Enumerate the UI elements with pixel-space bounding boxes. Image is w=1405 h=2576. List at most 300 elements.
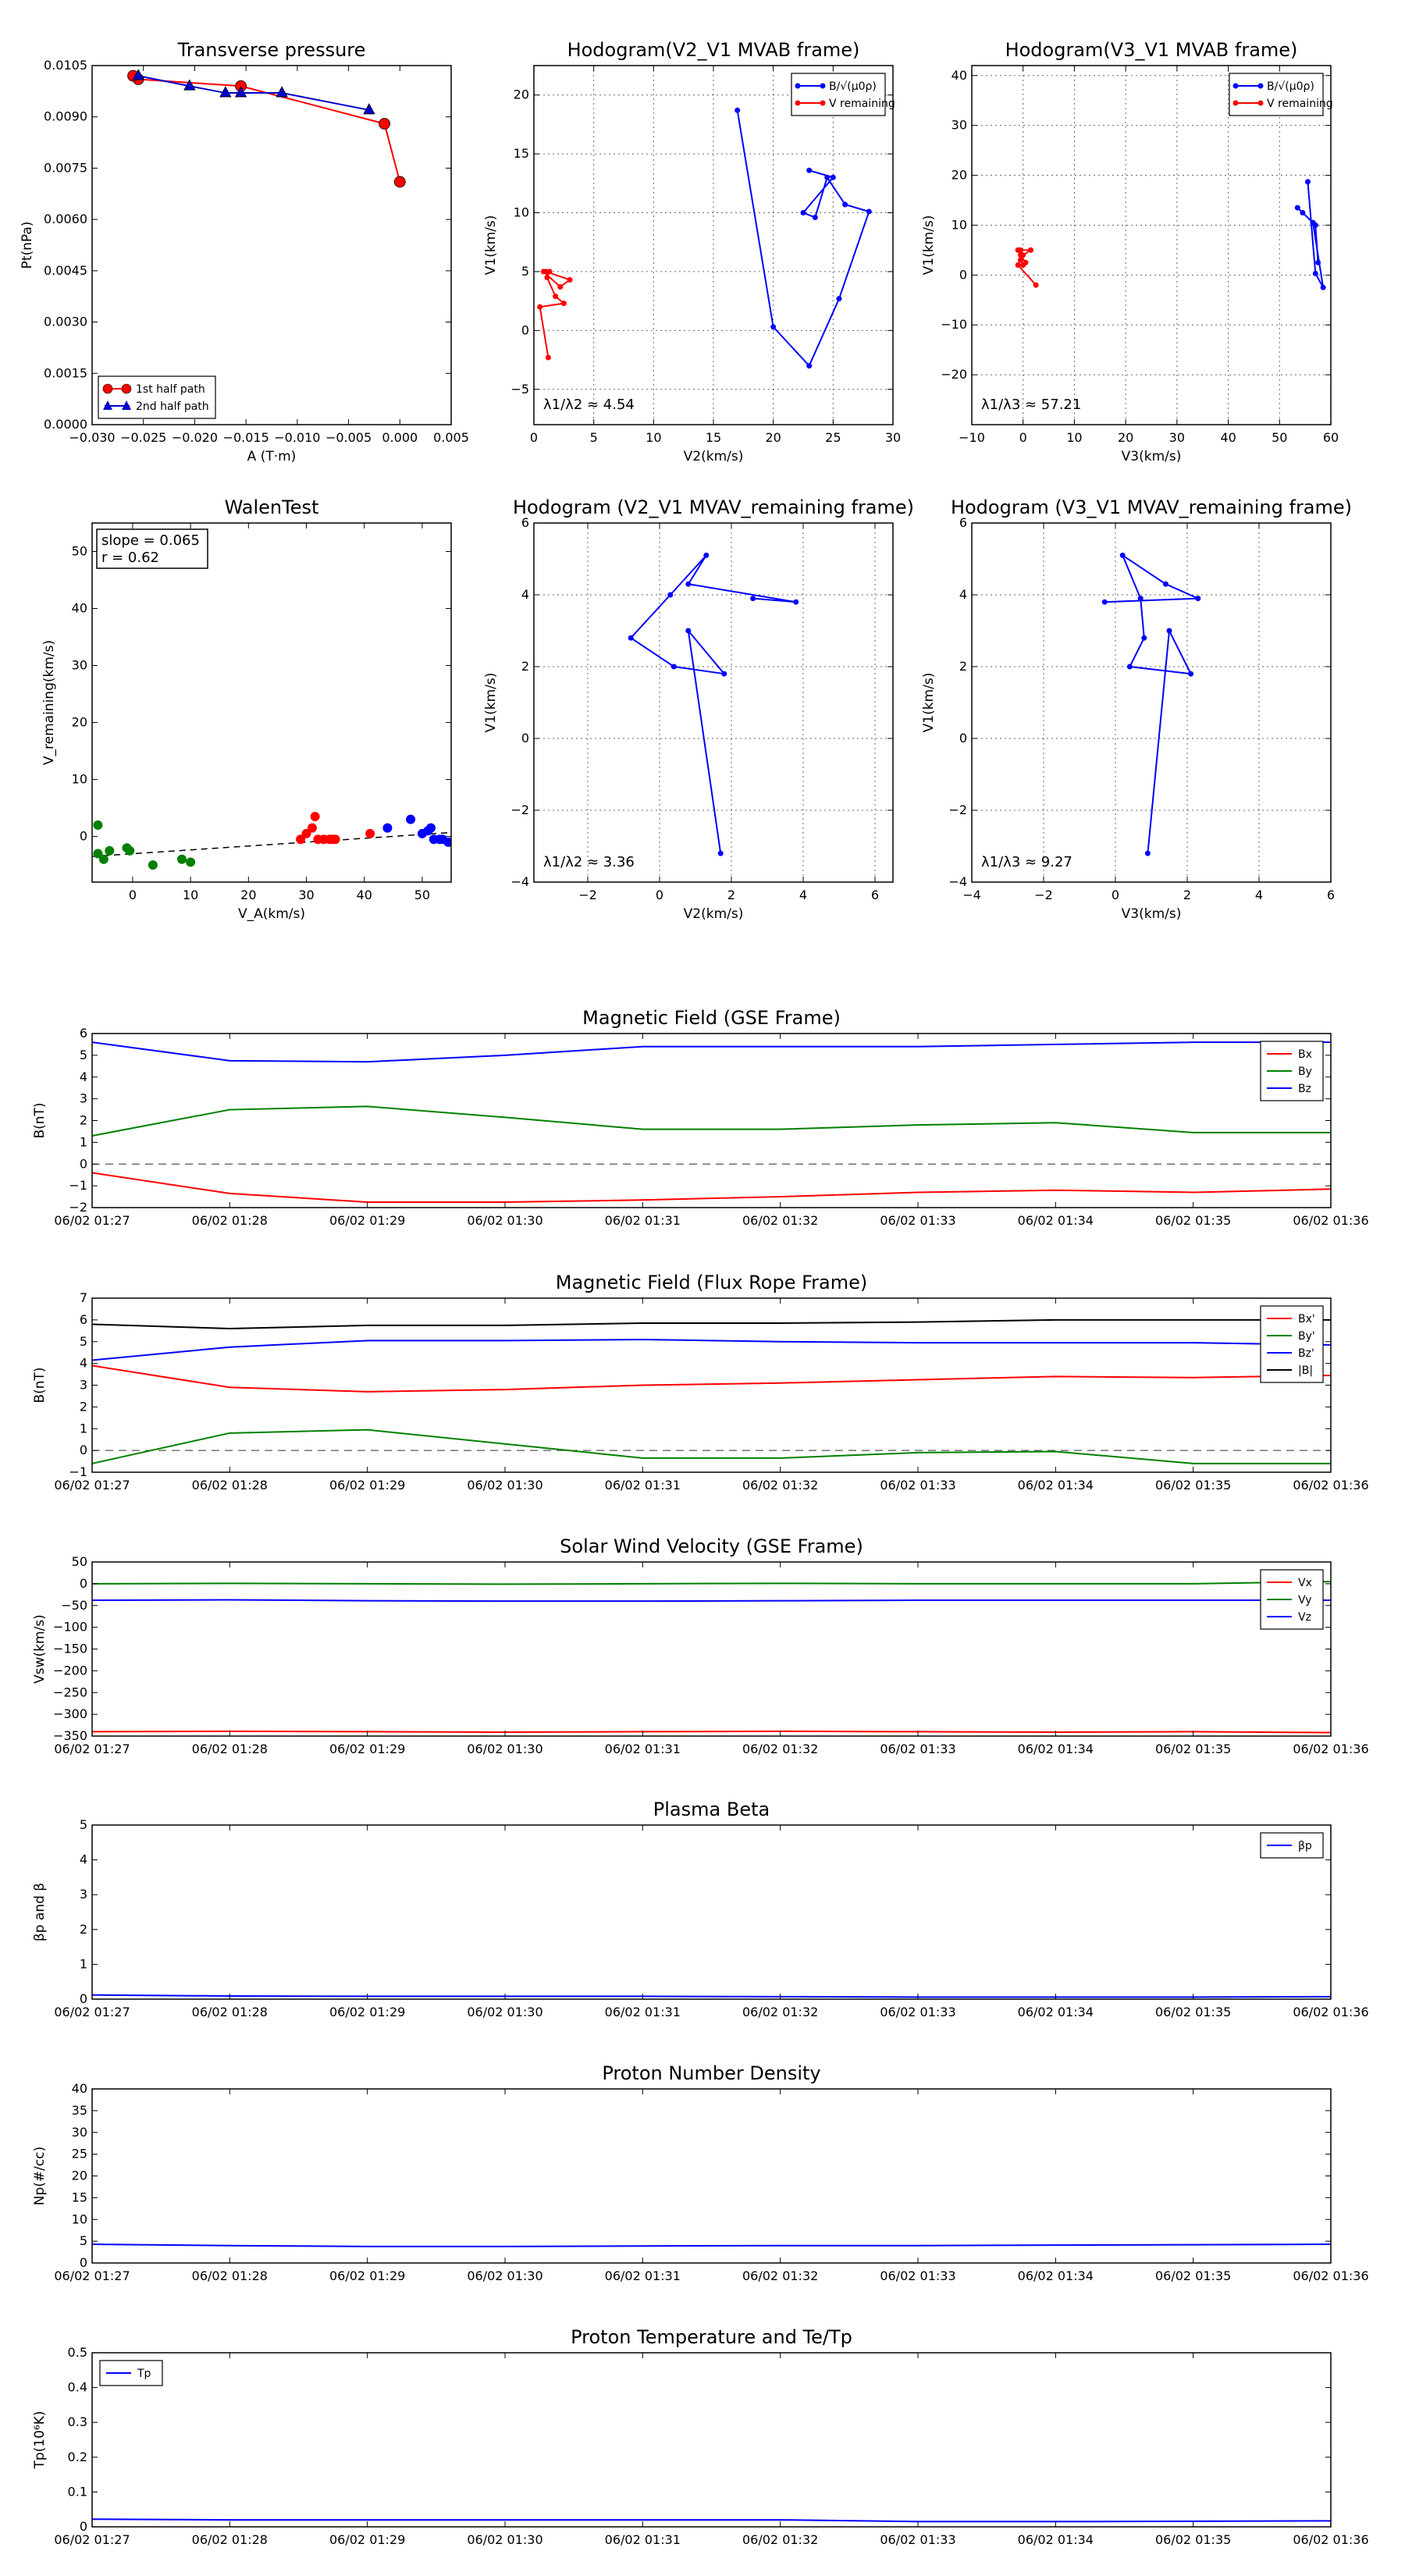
chart-title: Hodogram (V3_V1 MVAV_remaining frame) (950, 496, 1353, 518)
y-tick-label: −10 (941, 317, 967, 333)
y-tick-label: 2 (79, 1112, 87, 1128)
x-tick-label: 30 (298, 888, 315, 902)
y-tick-label: −300 (53, 1706, 87, 1722)
legend-label: Bx' (1298, 1313, 1315, 1325)
x-tick-label: −0.015 (222, 430, 269, 445)
y-tick-label: 0.0105 (44, 58, 87, 73)
series-line-0 (631, 555, 796, 853)
legend-label: Vy (1298, 1594, 1312, 1606)
x-tick-label: 06/02 01:27 (54, 2532, 130, 2547)
data-point (148, 860, 158, 870)
y-axis-label: B(nT) (32, 1367, 48, 1404)
data-point (308, 824, 317, 833)
data-point (311, 812, 320, 821)
x-tick-label: 06/02 01:28 (191, 1742, 268, 1756)
axes-frame (972, 523, 1331, 882)
y-tick-label: −4 (948, 874, 967, 889)
y-tick-label: −2 (510, 802, 529, 817)
chart-title: Hodogram(V3_V1 MVAB frame) (1005, 39, 1298, 61)
plot-area (1102, 553, 1201, 856)
x-tick-label: 06/02 01:28 (191, 2005, 268, 2019)
y-tick-label: 30 (71, 2124, 87, 2140)
series-line-2 (92, 1042, 1331, 1062)
y-tick-label: 10 (513, 205, 529, 220)
y-tick-label: 35 (71, 2102, 87, 2118)
x-tick-label: 06/02 01:32 (742, 1478, 819, 1493)
x-tick-label: 25 (825, 430, 841, 445)
x-tick-label: −10 (959, 430, 985, 445)
chart-proton_temp (32, 2326, 1369, 2547)
x-tick-label: −0.010 (274, 430, 321, 445)
y-tick-label: 0 (79, 1156, 87, 1172)
legend-label: By' (1298, 1330, 1315, 1343)
chart-walen_test (41, 496, 453, 922)
data-point (553, 294, 558, 299)
data-point (1102, 600, 1108, 605)
y-tick-label: 30 (951, 117, 967, 133)
x-tick-label: 06/02 01:28 (191, 2532, 268, 2547)
y-tick-label: 0.0060 (44, 212, 87, 227)
series-line-0 (1104, 555, 1198, 853)
data-point (426, 824, 436, 833)
x-tick-label: 06/02 01:33 (880, 1213, 956, 1228)
y-tick-label: 50 (71, 1554, 87, 1569)
x-tick-label: 06/02 01:35 (1155, 2268, 1232, 2283)
y-axis-label: Vsw(km/s) (32, 1614, 48, 1684)
chart-hodo_v2v1_mvav (483, 496, 914, 922)
y-tick-label: −2 (948, 802, 967, 817)
x-tick-label: 06/02 01:33 (880, 2005, 956, 2019)
data-point (671, 664, 677, 670)
y-axis-label: V1(km/s) (483, 215, 499, 276)
y-tick-label: 6 (521, 515, 529, 530)
y-tick-label: 0 (79, 828, 87, 844)
data-point (1163, 582, 1168, 587)
chart-title: Solar Wind Velocity (GSE Frame) (560, 1535, 863, 1557)
x-tick-label: 06/02 01:33 (880, 1478, 956, 1493)
legend-marker (795, 84, 801, 89)
legend-marker (1233, 84, 1239, 89)
x-tick-label: 30 (1168, 430, 1186, 445)
x-tick-label: 06/02 01:33 (880, 1742, 956, 1756)
data-point (801, 210, 806, 215)
x-tick-label: 06/02 01:36 (1293, 1478, 1369, 1493)
legend (791, 73, 895, 116)
x-tick-label: 06/02 01:30 (467, 2005, 543, 2019)
y-tick-label: 0 (959, 267, 967, 283)
x-tick-label: −2 (1034, 888, 1053, 902)
data-point (1313, 222, 1318, 228)
y-axis-label: Pt(nPa) (20, 221, 35, 269)
legend-marker (1258, 84, 1264, 89)
x-tick-label: 06/02 01:34 (1017, 1213, 1094, 1228)
y-tick-label: −2 (69, 1200, 87, 1215)
x-tick-label: 06/02 01:30 (467, 1742, 543, 1756)
x-tick-label: 06/02 01:29 (329, 2532, 406, 2547)
x-tick-label: 20 (240, 888, 257, 902)
data-point (735, 108, 740, 113)
x-tick-label: 2 (1183, 888, 1192, 902)
y-tick-label: 0.1 (67, 2484, 87, 2500)
y-tick-label: −200 (53, 1663, 87, 1678)
data-point (837, 296, 842, 301)
y-tick-label: 40 (951, 67, 967, 83)
x-tick-label: 2 (727, 888, 736, 902)
y-tick-label: 0.0030 (44, 314, 87, 329)
x-tick-label: 06/02 01:30 (467, 1478, 543, 1493)
x-tick-label: 06/02 01:32 (742, 2268, 819, 2283)
data-point (567, 277, 573, 283)
legend-marker (795, 101, 801, 106)
x-tick-label: 06/02 01:30 (467, 2268, 543, 2283)
x-tick-label: 4 (799, 888, 808, 902)
data-point (379, 118, 390, 129)
y-tick-label: 0.2 (67, 2449, 87, 2464)
x-tick-label: 06/02 01:33 (880, 2532, 956, 2547)
y-tick-label: 1 (79, 1421, 87, 1436)
y-axis-label: V_remaining(km/s) (41, 639, 57, 766)
x-tick-label: 50 (414, 888, 431, 902)
y-tick-label: 2 (79, 1399, 87, 1414)
chart-title: WalenTest (224, 496, 319, 518)
x-tick-label: 6 (1326, 888, 1336, 902)
annotation: λ1/λ2 ≈ 3.36 (543, 854, 635, 870)
y-tick-label: −4 (510, 874, 529, 889)
legend-label: Tp (137, 2368, 151, 2380)
x-tick-label: 06/02 01:28 (191, 1213, 268, 1228)
legend-label: B/√(μ0ρ) (829, 80, 877, 93)
x-tick-label: 06/02 01:35 (1155, 1742, 1232, 1756)
axes-frame (92, 523, 451, 882)
data-point (1018, 247, 1023, 253)
data-point (1023, 260, 1029, 265)
legend-marker (1258, 101, 1264, 106)
data-point (1195, 596, 1200, 601)
data-point (1167, 628, 1172, 634)
y-tick-label: 30 (71, 657, 87, 673)
data-point (1028, 247, 1033, 253)
x-tick-label: 30 (884, 430, 902, 445)
x-tick-label: 06/02 01:31 (604, 1478, 681, 1493)
x-axis-label: V_A(km/s) (237, 906, 306, 922)
data-point (1188, 671, 1193, 677)
data-point (543, 269, 549, 274)
y-tick-label: 0.0045 (44, 262, 87, 278)
y-tick-label: 40 (71, 2081, 87, 2096)
chart-proton_density (32, 2062, 1369, 2283)
data-point (1016, 262, 1021, 268)
y-tick-label: 50 (71, 543, 87, 559)
axes-frame (92, 1825, 1331, 1999)
y-tick-label: 0.5 (67, 2345, 87, 2360)
legend (1261, 1570, 1323, 1629)
series-line-0 (133, 76, 400, 182)
data-point (842, 201, 848, 207)
series-line-0 (92, 2244, 1331, 2247)
y-tick-label: 3 (79, 1091, 87, 1106)
plot-area (92, 1042, 1331, 1202)
y-tick-label: 0.0000 (44, 417, 87, 432)
legend-label: B/√(μ0ρ) (1267, 80, 1314, 93)
plot-area (92, 2519, 1331, 2521)
data-point (806, 168, 812, 173)
data-point (276, 87, 287, 97)
x-axis-label: V3(km/s) (1121, 906, 1182, 922)
legend-label: Vx (1298, 1577, 1312, 1589)
axes-frame (92, 2089, 1331, 2263)
legend-marker (820, 84, 826, 89)
data-point (406, 815, 415, 824)
y-tick-label: 20 (951, 167, 967, 183)
data-point (1127, 664, 1133, 670)
y-tick-label: 1 (79, 1134, 87, 1150)
axes-frame (92, 1298, 1331, 1472)
y-axis-label: Tp(10⁶K) (32, 2411, 48, 2469)
legend (1261, 1041, 1323, 1101)
x-tick-label: 5 (589, 430, 598, 445)
plot-area (128, 69, 406, 187)
plot-area (92, 1995, 1331, 1998)
chart-transverse_pressure (20, 39, 469, 464)
y-tick-label: −1 (69, 1178, 87, 1194)
y-tick-label: 10 (71, 771, 87, 787)
plot-area (92, 1582, 1331, 1732)
y-tick-label: 2 (79, 1921, 87, 1937)
data-point (1313, 271, 1318, 276)
data-point (667, 592, 673, 598)
y-tick-label: 3 (79, 1377, 87, 1393)
x-tick-label: 4 (1254, 888, 1264, 902)
x-tick-label: 06/02 01:33 (880, 2268, 956, 2283)
annotation-line: slope = 0.065 (101, 532, 200, 549)
x-tick-label: 10 (1066, 430, 1083, 445)
chart-plasma_beta (32, 1799, 1369, 2019)
y-tick-label: 20 (513, 87, 529, 102)
series-line-0 (92, 1365, 1331, 1391)
data-point (813, 215, 818, 220)
x-tick-label: 06/02 01:27 (54, 1742, 130, 1756)
series-line-0 (92, 1172, 1331, 1202)
y-axis-label: B(nT) (32, 1102, 48, 1139)
x-tick-label: 50 (1272, 430, 1288, 445)
y-tick-label: 4 (79, 1852, 87, 1867)
y-tick-label: 5 (79, 1333, 87, 1349)
y-tick-label: 4 (79, 1069, 87, 1084)
legend (1261, 1306, 1323, 1382)
chart-title: Magnetic Field (Flux Rope Frame) (555, 1272, 868, 1293)
y-tick-label: 25 (71, 2146, 87, 2161)
y-axis-label: Np(#/cc) (32, 2146, 48, 2206)
y-tick-label: 0 (79, 1443, 87, 1458)
x-axis-label: A (T·m) (247, 449, 297, 464)
y-tick-label: 4 (959, 587, 967, 602)
x-tick-label: 06/02 01:31 (604, 1742, 681, 1756)
axes-frame (92, 1034, 1331, 1208)
x-tick-label: 06/02 01:35 (1155, 1213, 1232, 1228)
data-point (1295, 205, 1300, 211)
x-tick-label: 20 (765, 430, 781, 445)
y-tick-label: 0 (79, 2519, 87, 2534)
series-line-1 (92, 1106, 1331, 1136)
x-tick-label: 0 (1019, 430, 1027, 445)
series-line-0 (92, 1995, 1331, 1998)
y-tick-label: 6 (79, 1026, 87, 1041)
data-point (99, 855, 108, 864)
y-tick-label: 6 (79, 1311, 87, 1327)
data-point (1321, 285, 1326, 290)
y-tick-label: 4 (79, 1355, 87, 1371)
x-tick-label: 20 (1117, 430, 1134, 445)
x-tick-label: −4 (962, 888, 981, 902)
annotation-line: r = 0.62 (101, 550, 160, 566)
x-axis-label: V2(km/s) (683, 449, 744, 464)
data-point (1033, 283, 1039, 288)
legend (1261, 1833, 1323, 1858)
x-tick-label: 06/02 01:32 (742, 2532, 819, 2547)
data-point (544, 275, 550, 280)
x-tick-label: 06/02 01:32 (742, 1742, 819, 1756)
series-line-1 (92, 1430, 1331, 1464)
y-tick-label: 4 (521, 587, 529, 602)
y-tick-label: 0 (521, 731, 529, 745)
series-line-3 (92, 1320, 1331, 1329)
y-tick-label: 6 (959, 515, 967, 530)
x-tick-label: −0.020 (171, 430, 219, 445)
data-point (1120, 553, 1126, 558)
legend-label: Vz (1298, 1611, 1311, 1624)
y-axis-label: V1(km/s) (921, 215, 937, 276)
x-tick-label: 40 (356, 888, 372, 902)
legend-marker (103, 384, 112, 393)
x-tick-label: 06/02 01:28 (191, 2268, 268, 2283)
x-tick-label: 06/02 01:29 (329, 1478, 406, 1493)
data-point (1018, 258, 1023, 263)
data-point (1141, 635, 1147, 641)
chart-mag_fr (32, 1272, 1369, 1493)
y-tick-label: 0 (79, 2255, 87, 2270)
legend-marker (820, 101, 826, 106)
y-tick-label: 10 (71, 2211, 87, 2227)
x-tick-label: 06/02 01:34 (1017, 2005, 1094, 2019)
x-tick-label: 06/02 01:31 (604, 2532, 681, 2547)
y-tick-label: −250 (53, 1685, 87, 1700)
x-tick-label: 06/02 01:32 (742, 1213, 819, 1228)
y-axis-label: V1(km/s) (921, 672, 937, 733)
series-line-0 (92, 2519, 1331, 2521)
x-tick-label: 06/02 01:32 (742, 2005, 819, 2019)
annotation: λ1/λ2 ≈ 4.54 (543, 397, 635, 413)
x-tick-label: −0.005 (325, 430, 372, 445)
chart-title: Hodogram(V2_V1 MVAB frame) (567, 39, 860, 61)
y-axis-label: βp and β (32, 1882, 48, 1942)
y-tick-label: 5 (521, 263, 529, 279)
y-tick-label: 20 (71, 2168, 87, 2183)
data-point (793, 600, 799, 605)
x-tick-label: −0.025 (120, 430, 167, 445)
series-line-1 (540, 272, 570, 358)
data-point (177, 855, 187, 864)
data-point (93, 820, 102, 830)
y-tick-label: 0 (959, 731, 967, 745)
annotation: λ1/λ3 ≈ 9.27 (981, 854, 1072, 870)
y-tick-label: 0.4 (67, 2379, 87, 2395)
y-tick-label: 0.0015 (44, 365, 87, 381)
y-tick-label: 0 (79, 1991, 87, 2006)
data-point (831, 175, 836, 180)
x-tick-label: 06/02 01:34 (1017, 1742, 1094, 1756)
x-axis-label: V2(km/s) (683, 906, 744, 922)
y-tick-label: 0.0075 (44, 160, 87, 176)
legend (100, 2361, 162, 2386)
axes-frame (92, 66, 451, 425)
x-tick-label: 06/02 01:29 (329, 1742, 406, 1756)
chart-sw_velocity (32, 1535, 1369, 1756)
data-point (703, 553, 709, 558)
axes-frame (972, 66, 1331, 425)
y-tick-label: −100 (53, 1619, 87, 1635)
x-tick-label: 40 (1220, 430, 1236, 445)
data-point (105, 846, 114, 856)
x-tick-label: 06/02 01:35 (1155, 1478, 1232, 1493)
y-tick-label: 40 (71, 600, 87, 616)
y-tick-label: −350 (53, 1728, 87, 1743)
y-tick-label: 20 (71, 714, 87, 730)
series-line-0 (1297, 182, 1323, 287)
y-tick-label: 2 (959, 659, 967, 674)
x-tick-label: 10 (182, 888, 199, 902)
legend-label: Bx (1298, 1048, 1312, 1061)
y-tick-label: 3 (79, 1887, 87, 1902)
x-tick-label: 06/02 01:27 (54, 2268, 130, 2283)
chart-mag_gse (32, 1007, 1369, 1228)
chart-title: Hodogram (V2_V1 MVAV_remaining frame) (512, 496, 915, 518)
y-tick-label: −50 (61, 1597, 87, 1613)
y-tick-label: −150 (53, 1641, 87, 1656)
x-tick-label: 06/02 01:36 (1293, 2532, 1369, 2547)
x-tick-label: 06/02 01:29 (329, 1213, 406, 1228)
x-tick-label: 60 (1322, 430, 1339, 445)
data-point (557, 284, 563, 290)
data-point (866, 209, 872, 215)
x-tick-label: 0 (1111, 888, 1120, 902)
x-tick-label: 06/02 01:34 (1017, 1478, 1094, 1493)
x-tick-label: 06/02 01:36 (1293, 1742, 1369, 1756)
x-tick-label: 10 (646, 430, 662, 445)
legend-label: By (1298, 1066, 1312, 1078)
data-point (537, 304, 542, 310)
chart-title: Proton Temperature and Te/Tp (571, 2326, 852, 2348)
x-tick-label: 0.000 (382, 430, 418, 445)
x-tick-label: 15 (705, 430, 722, 445)
legend-label: Bz' (1298, 1347, 1314, 1360)
chart-title: Plasma Beta (653, 1799, 770, 1820)
data-point (125, 846, 134, 856)
y-tick-label: 0.3 (67, 2414, 87, 2430)
data-point (824, 175, 830, 180)
legend-marker (1233, 101, 1239, 106)
data-point (1020, 252, 1026, 258)
y-tick-label: −5 (510, 381, 529, 397)
x-tick-label: 0 (529, 430, 539, 445)
data-point (721, 671, 727, 677)
chart-hodo_v2v1_mvab (483, 39, 901, 464)
legend-label: Bz (1298, 1083, 1311, 1095)
series-line-0 (92, 1731, 1331, 1733)
data-point (186, 857, 195, 866)
x-tick-label: 06/02 01:35 (1155, 2532, 1232, 2547)
data-point (365, 829, 375, 838)
legend-label: 1st half path (136, 383, 205, 396)
